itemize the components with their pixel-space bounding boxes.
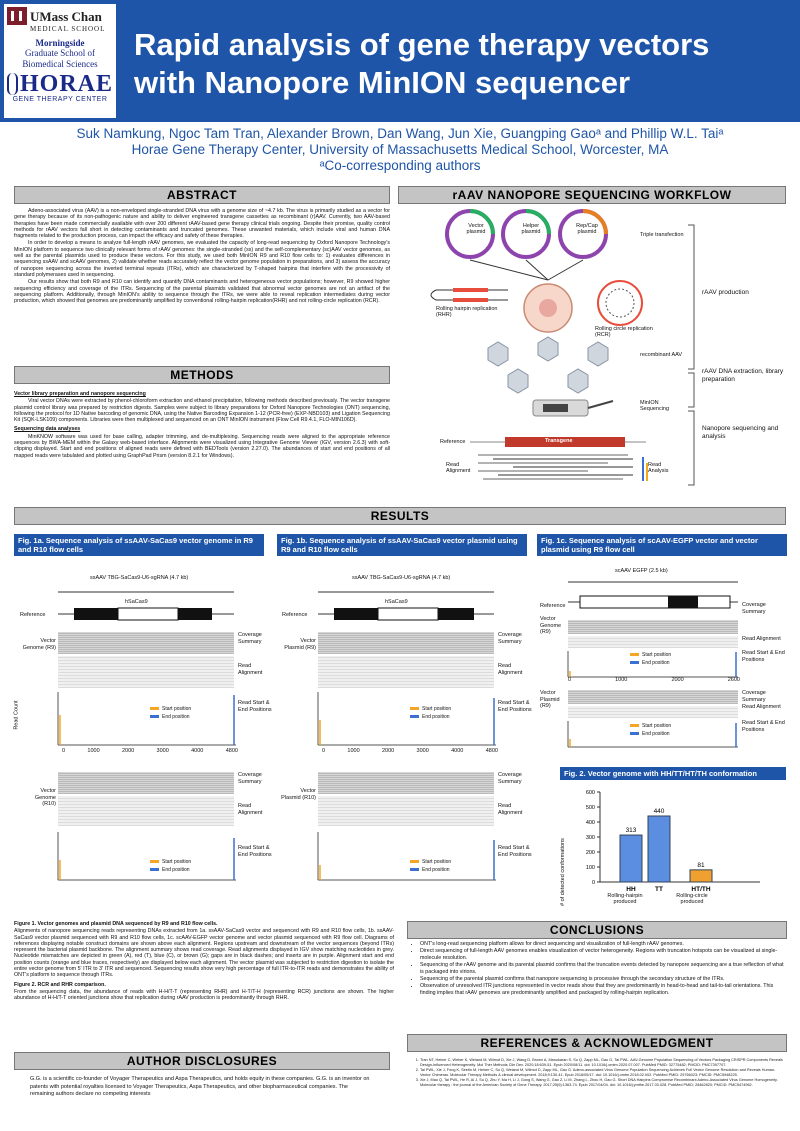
fig2-ytick-label: 0	[591, 880, 595, 886]
fig1b-r10-alignment	[318, 796, 494, 826]
fig2-bar	[620, 835, 642, 882]
fig2-group-rcr: Rolling-circle produced	[676, 893, 708, 905]
wf-triple-transfection: Triple transfection	[640, 232, 684, 238]
fig1a-row1: Vector Genome (R9)	[22, 638, 56, 651]
fig1a-pos-label: Read Start & End Positions	[238, 700, 272, 713]
disclosures-header: AUTHOR DISCLOSURES	[14, 1052, 390, 1070]
fig2-group-rhr: Rolling-hairpin produced	[607, 893, 643, 905]
methods-header: METHODS	[14, 366, 390, 384]
fig1c-reference: Reference	[540, 603, 566, 609]
wf-nanopore: Nanopore sequencing and analysis	[702, 425, 779, 440]
fig2-ytick-label: 300	[585, 835, 595, 841]
wf-rcr: Rolling circle replication (RCR)	[595, 326, 653, 338]
fig1c-plasmid-coverage	[568, 690, 738, 704]
results-header: RESULTS	[14, 507, 786, 525]
logo-medical-school: MEDICAL SCHOOL	[30, 25, 106, 33]
workflow-diagram	[398, 205, 788, 495]
fig1b-align-label: Read Alignment	[498, 663, 523, 676]
methods-sub1: Vector library preparation and nanopore sequencing	[14, 391, 146, 397]
fig2-ytick-label: 100	[585, 865, 595, 871]
wf-reference: Reference	[440, 439, 466, 445]
fig1b-r10-positions	[284, 830, 504, 890]
conclusion-item: • Sequencing of the rAAV genome and its parental plasmid confirms that the truncation events detected by nanopore sequencing are a true reflection of what is packaged into virions.	[420, 962, 784, 975]
fig1-caption-body: Alignments of nanopore sequencing reads representing DNAs extracted from 1a. ssAAV-SaCas9 vector and sequenced with R9 and R10 flow cells, 1b. ssAAV-SaCas9 vector plasmid sequenced with R9 and R10 flow cells, 1c. scAAV-EGFP vector genome and vector plasmid sequenced with R9 flow cell. Diagrams of references displaying notable construct domains are shown above each alignment. Regions upstream and downstream of the vector sequences (beyond ITRs) represent the bacterial plasmid backbone. The alignment summary shows read coverage. Read alignments displayed in IGV show matching nucleotides in grey. Nucleotide mismatches are depicted in green (A), red (T), blue (C), or brown (G); gaps are in black dashes; and inserts are in purple. Alignment start and end position counts (orange and blue traces, respectively) are displayed below each alignment. The vector plasmid was subjected to restriction digestion to isolate the entire vector genome from 5' ITR to 3' ITR and sequenced. Sequencing results show very high percentage of full ITR-to-ITR reads and demonstrates the ability of ONT's platform to sequence through ITRs.	[14, 928, 394, 979]
fig1a-r10-coverage	[58, 772, 234, 794]
fig1c-plasmid-alignment	[568, 706, 738, 718]
fig2-category-label: HT/TH	[691, 886, 711, 893]
fig2-caption-body: From the sequencing data, the abundance of reads with H-H/T-T (representing RHR) and H-T/T-H (representing RCR) junctions are shown. The higher abundance of H-H/T-T oriented junctions show that replication during rAAV production is predominantly through RHR.	[14, 988, 394, 1002]
wf-extraction: rAAV DNA extraction, library preparation	[702, 368, 784, 383]
wf-read-analysis: Read Analysis	[648, 462, 669, 474]
fig1b-xticks: 0 1000 2000 3000 4000 4800	[322, 748, 498, 754]
logo-horae: HORAE	[7, 72, 113, 96]
fig2-ytick-label: 600	[585, 790, 595, 796]
fig1a-map	[58, 590, 234, 630]
fig1a-align-label: Read Alignment	[238, 663, 263, 676]
fig2-ytick-label: 500	[585, 805, 595, 811]
fig1b-pos-label-r10: Read Start & End Positions	[498, 845, 532, 858]
methods-sub2: Sequencing data analyses	[14, 426, 81, 433]
fig1b-legend: Start position End position	[410, 705, 451, 721]
fig2-category-label: TT	[655, 886, 663, 893]
conclusions-header: CONCLUSIONS	[407, 921, 787, 939]
wf-read-alignment: Read Alignment	[446, 462, 471, 474]
fig1c-legend-plasmid: Start position End position	[630, 722, 671, 738]
reference-item: 2. Tai PWL, Xie J, Fong K, Seetin M, Heiner C, Su Q, Weiand M, Wilmot D, Zapp ML, Gao G. Adeno-associated Virus Genome Population Sequencing Achieves Full Vector Genome Resolution and Reveals Human-Vector Chimeras. Molecular Therapy Methods & clinical development. 2018;9:130-41. Epub 2018/05/17. doi: 10.1016/j.omtm.2018.02.002. PubMed PMID: 29766023; PMCID: PMC5948225.	[420, 1068, 784, 1077]
fig1b-legend-r10: Start position End position	[410, 858, 451, 874]
fig2-ytick-label: 200	[585, 850, 595, 856]
fig2-bar-chart	[570, 782, 770, 912]
fig1b-cov-label: Coverage Summary	[498, 632, 522, 645]
logo-umass-text: UMass Chan	[30, 8, 102, 24]
fig1a-legend-r10: Start position End position	[150, 858, 191, 874]
corresponding-note: ᵃCo-corresponding authors	[319, 158, 481, 173]
fig1c-title: Fig. 1c. Sequence analysis of scAAV-EGFP vector and vector plasmid using R9 flow cell	[537, 534, 787, 556]
references-list	[410, 1058, 784, 1089]
wf-rhr: Rolling hairpin replication (RHR)	[436, 306, 498, 318]
fig1b-r10-coverage	[318, 772, 494, 794]
fig1c-row1: Vector Genome (R9)	[540, 616, 562, 635]
dna-helix-icon	[7, 73, 18, 95]
wf-helper-plasmid: Helper plasmid	[521, 223, 541, 235]
fig2-ylabel: # of detected conformations	[560, 838, 566, 906]
fig1a-reference: Reference	[20, 612, 46, 618]
fig1b-row1: Vector Plasmid (R9)	[284, 638, 316, 651]
fig1c-align-label: Read Alignment	[742, 636, 781, 642]
fig1c-pos-label-2: Read Start & End Positions	[742, 720, 785, 733]
fig1c-construct: scAAV EGFP (2.5 kb)	[615, 568, 668, 574]
fig1a-cov-label-r10: Coverage Summary	[238, 772, 262, 785]
affiliation: Horae Gene Therapy Center, University of Massachusetts Medical School, Worcester, MA	[131, 142, 669, 157]
conclusion-item: • Sequencing of the parental plasmid confirms that nanopore sequencing is processive through the secondary structure of the ITRs.	[420, 976, 784, 982]
wf-rAAV-production: rAAV production	[702, 289, 749, 296]
fig1-caption-head: Figure 1. Vector genomes and plasmid DNA sequenced by R9 and R10 flow cells.	[14, 921, 218, 927]
institution-logo	[4, 4, 116, 118]
fig1b-r9-alignment	[318, 656, 494, 688]
wf-minion: MinION Sequencing	[640, 400, 670, 412]
conclusions-list	[410, 941, 784, 997]
fig1a-row2: Vector Genome (R10)	[34, 788, 56, 807]
wf-repcap-plasmid: Rep/Cap plasmid	[576, 223, 598, 235]
abstract-text: Adeno-associated virus (AAV) is a non-enveloped single-stranded DNA virus with a genome size of ~4.7 kb. The virus is primarily studied as a vector for gene therapy because of its non-pathogenic nature and ability to deliver engineered transgene cassettes as recombinant (r)AAV. Currently, two AAV-based therapies have been made commercially available with over 200 different rAAV-based gene therapy clinical trials ongoing. Despite their promise, quality control methods for rAAV vectors fall short in detecting contaminants and truncated genomes. These unwanted materials, which include viral and human DNA fragments related to the production process, can impact the efficacy and safety of these therapies. In order to develop a means to analyze full-length rAAV genomes, we evaluated the capacity of long-read sequencing by Oxford Nanopore Technology's MinION platform to sequence two clinically relevant forms of rAAV genomes: the single-stranded (ss) and the self-complementary (sc)AAV vector genomes, as well as the parental plasmids used to produce these vectors. For this study, we used both MinION R9 and R10 flow cells to: 1) evaluates differences in sequencing ssAAV and scAAV genomes, 2) validate whether reads accurately reflect the vector genome population in preparations, and 3) assess the accuracy of nanopore sequencing across the inverted terminal repeats (ITRs), which are characterized by T-shaped hairpins that interfere with the processivity of standard polymerases used in sequencing. Our results show that both R9 and R10 can identify and quantify DNA contaminants and heterogeneous vector populations; however, R9 showed higher sequencing efficiency and coverage of the ITRs. Sequencing of the parental plasmids validated that abnormal vector genomes are not an artifact of the sequencing platform. Additionally, through MinION's ability to sequence through the ITRs, we were able to reveal replication intermediates during vector production, which showed that genomes are predominantly amplified by conventional rolling-hairpin replication(RHR) and not rolling-circle replication (RCR).	[14, 208, 390, 305]
reference-item: 1. Tran NT, Heiner C, Weber K, Weiand M, Wilmot D, Xie J, Wang D, Brown A, Manokaran S, Su Q, Zapp ML, Gao G, Tai PWL. AAV-Genome Population Sequencing of Vectors Packaging CRISPR Components Reveals Design-Influenced Heterogeneity. Mol Ther Methods Clin Dev. 2020;18:639-51. Epub 2020/08/11. doi: 10.1016/j.omtm.2020.07.007. PubMed PMID: 32775482; PMCID: PMC7397707.	[420, 1058, 784, 1067]
fig2-bar	[648, 816, 670, 882]
minion-device-icon	[533, 400, 613, 416]
conclusion-item: • Observation of unresolved ITR junctions represented in vector reads show that they are predominantly in head-to-head and tail-to-tail orientations. This finding implies that rAAV genomes are predominantly amplified and packaged by rolling-hairpin replication.	[420, 983, 784, 996]
fig1c-cov-label: Coverage Summary	[742, 602, 766, 615]
fig1c-map	[568, 580, 738, 616]
fig1c-genome-alignment	[568, 636, 738, 648]
fig1b-row2: Vector Plasmid (R10)	[281, 788, 316, 801]
fig2-title: Fig. 2. Vector genome with HH/TT/HT/TH conformation	[560, 767, 786, 780]
fig1b-pos-label: Read Start & End Positions	[498, 700, 532, 713]
fig1b-align-label-r10: Read Alignment	[498, 803, 523, 816]
fig1b-reference: Reference	[282, 612, 308, 618]
figure-captions	[14, 921, 394, 1003]
wf-vector-plasmid: Vector plasmid	[466, 223, 486, 235]
conclusion-item: • Direct sequencing of full-length AAV genomes enables visualization of vector heterogeneity. Regions with truncation hotspots can be visualized at single-molecule resolution.	[420, 948, 784, 961]
fig1b-construct: ssAAV TBG-SaCas9-U6-sgRNA (4.7 kb)	[352, 575, 451, 581]
fig1a-cov-label: Coverage Summary	[238, 632, 262, 645]
fig2-value-label: 440	[653, 808, 665, 815]
fig1a-r9-coverage	[58, 632, 234, 654]
workflow-reads	[478, 455, 633, 479]
fig1a-align-label-r10: Read Alignment	[238, 803, 263, 816]
fig2-ytick-label: 400	[585, 820, 595, 826]
fig2-value-label: 313	[625, 827, 637, 835]
fig1b-map	[318, 590, 494, 630]
abstract-header: ABSTRACT	[14, 186, 390, 204]
logo-morningside: Morningside Graduate School of Biomedical Sciences	[22, 38, 98, 69]
authors: Suk Namkung, Ngoc Tam Tran, Alexander Brown, Dan Wang, Jun Xie, Guangping Gaoᵃ and Phillip W.L. Taiᵃ	[76, 126, 724, 141]
wf-recombinant: recombinant AAV	[640, 352, 683, 358]
fig1b-title: Fig. 1b. Sequence analysis of ssAAV-SaCas9 vector plasmid using R9 and R10 flow cells	[277, 534, 527, 556]
rolling-circle-icon	[598, 281, 642, 325]
conclusion-item: • ONT's long-read sequencing platform allows for direct sequencing and visualization of full-length rAAV genomes.	[420, 941, 784, 947]
wf-transgene: Transgene	[545, 438, 573, 444]
fig1a-xticks: 0 1000 2000 3000 4000 4800	[62, 748, 238, 754]
reference-item: 3. Xie J, Mao Q, Tai PWL, He R, Ai J, Su Q, Zhu Y, Ma H, Li J, Gong S, Wang G, Gao Z, Li M, Zhang L, Zhou H, Gao G. Short DNA Hairpins Compromise Recombinant Adeno-Associated Virus Genome Homogeneity. Molecular therapy : the journal of the American Society of Gene Therapy. 2017;25(6):1363-74. Epub 2017/04/04. doi: 10.1016/j.ymthe.2017.03.028. PubMed PMID: 28462820; PMCID: PMC5474962.	[420, 1078, 784, 1087]
fig1c-legend: Start position End position	[630, 651, 671, 667]
fig1c-genome-coverage	[568, 620, 738, 634]
logo-gene-therapy: GENE THERAPY CENTER	[12, 96, 108, 104]
fig1a-r10-positions	[24, 830, 244, 890]
author-block	[0, 126, 800, 174]
fig1c-align-label-2: Read Alignment	[742, 704, 781, 710]
aav-capsid-icons	[488, 337, 608, 393]
fig2-bar	[690, 870, 712, 882]
fig1a-gene: hSaCas9	[125, 599, 148, 605]
fig1b-r9-coverage	[318, 632, 494, 654]
fig1a-r10-alignment	[58, 796, 234, 826]
fig1a-construct: ssAAV TBG-SaCas9-U6-sgRNA (4.7 kb)	[90, 575, 189, 581]
workflow-header: rAAV NANOPORE SEQUENCING WORKFLOW	[398, 186, 786, 204]
fig1a-legend: Start position End position	[150, 705, 191, 721]
fig1c-xticks: 0 1000 2000 2600	[568, 677, 740, 683]
fig2-value-label: 81	[697, 861, 705, 869]
fig1a-r9-alignment	[58, 656, 234, 688]
fig1c-cov-label-2: Coverage Summary	[742, 690, 766, 703]
poster-title: Rapid analysis of gene therapy vectors with Nanopore MinION sequencer	[134, 27, 710, 100]
disclosures-text: G.G. is a scientific co-founder of Voyager Therapeutics and Aspa Therapeutics, and holds equity in these companies. G.G. is an inventor on patents with potential royalties licensed to Voyager Therapeutics, Aspa Therapeutics, and other biopharmaceutical companies. The remaining authors declare no competing interests	[30, 1076, 370, 1097]
fig1b-gene: hSaCas9	[385, 599, 408, 605]
fig1a-pos-label-r10: Read Start & End Positions	[238, 845, 272, 858]
methods-text: Vector library preparation and nanopore sequencing Viral vector DNAs were extracted by phenol-chloroform extraction and ethanol precipitation, following methods described previously. The vector transgene plasmid control library was prepared by restriction digests. Samples were subject to library preparations for Oxford Nanopore Technologies (ONT) sequencing, following the protocol for 1D Native barcoding of genomic DNA, using the Native Barcoding Expansion 1-12 (PCR-free) (EXP-NBD103) and Ligation Sequencing Kit (SQK-LSK109) components. Libraries were then multiplexed and sequenced on an ONT MinION instrument (Flow Cell R9.4.1, FLO-MIN106D). Sequencing data analyses MinKNOW software was used for base calling, adapter trimming, and de-multiplexing. Sequencing reads were aligned to the appropriate reference sequences by BWA-MEM within the Galaxy web-based interface. Alignments were visualized using Integrative Genome Viewer (IGV, version 2.6.3) with soft-clipping displayed. Start and end positions of aligned reads were defined with BEDTools (version 2.27.0). The abundances of start and end positions of all mapped reads were tabulated and plotted using GraphPad Prism (version 8.2.1 for Windows).	[14, 391, 390, 459]
references-header: REFERENCES & ACKNOWLEDGMENT	[407, 1034, 787, 1052]
umass-shield-icon	[7, 7, 27, 25]
fig2-caption-head: Figure 2. RCR and RHR comparison.	[14, 981, 106, 988]
fig1a-ylabel: Read Count	[13, 700, 20, 730]
fig1b-cov-label-r10: Coverage Summary	[498, 772, 522, 785]
fig1c-row2: Vector Plasmid (R9)	[540, 690, 560, 709]
fig1c-pos-label: Read Start & End Positions	[742, 650, 785, 663]
fig1a-title: Fig. 1a. Sequence analysis of ssAAV-SaCas9 vector genome in R9 and R10 flow cells	[14, 534, 264, 556]
fig2-category-label: HH	[626, 886, 636, 893]
